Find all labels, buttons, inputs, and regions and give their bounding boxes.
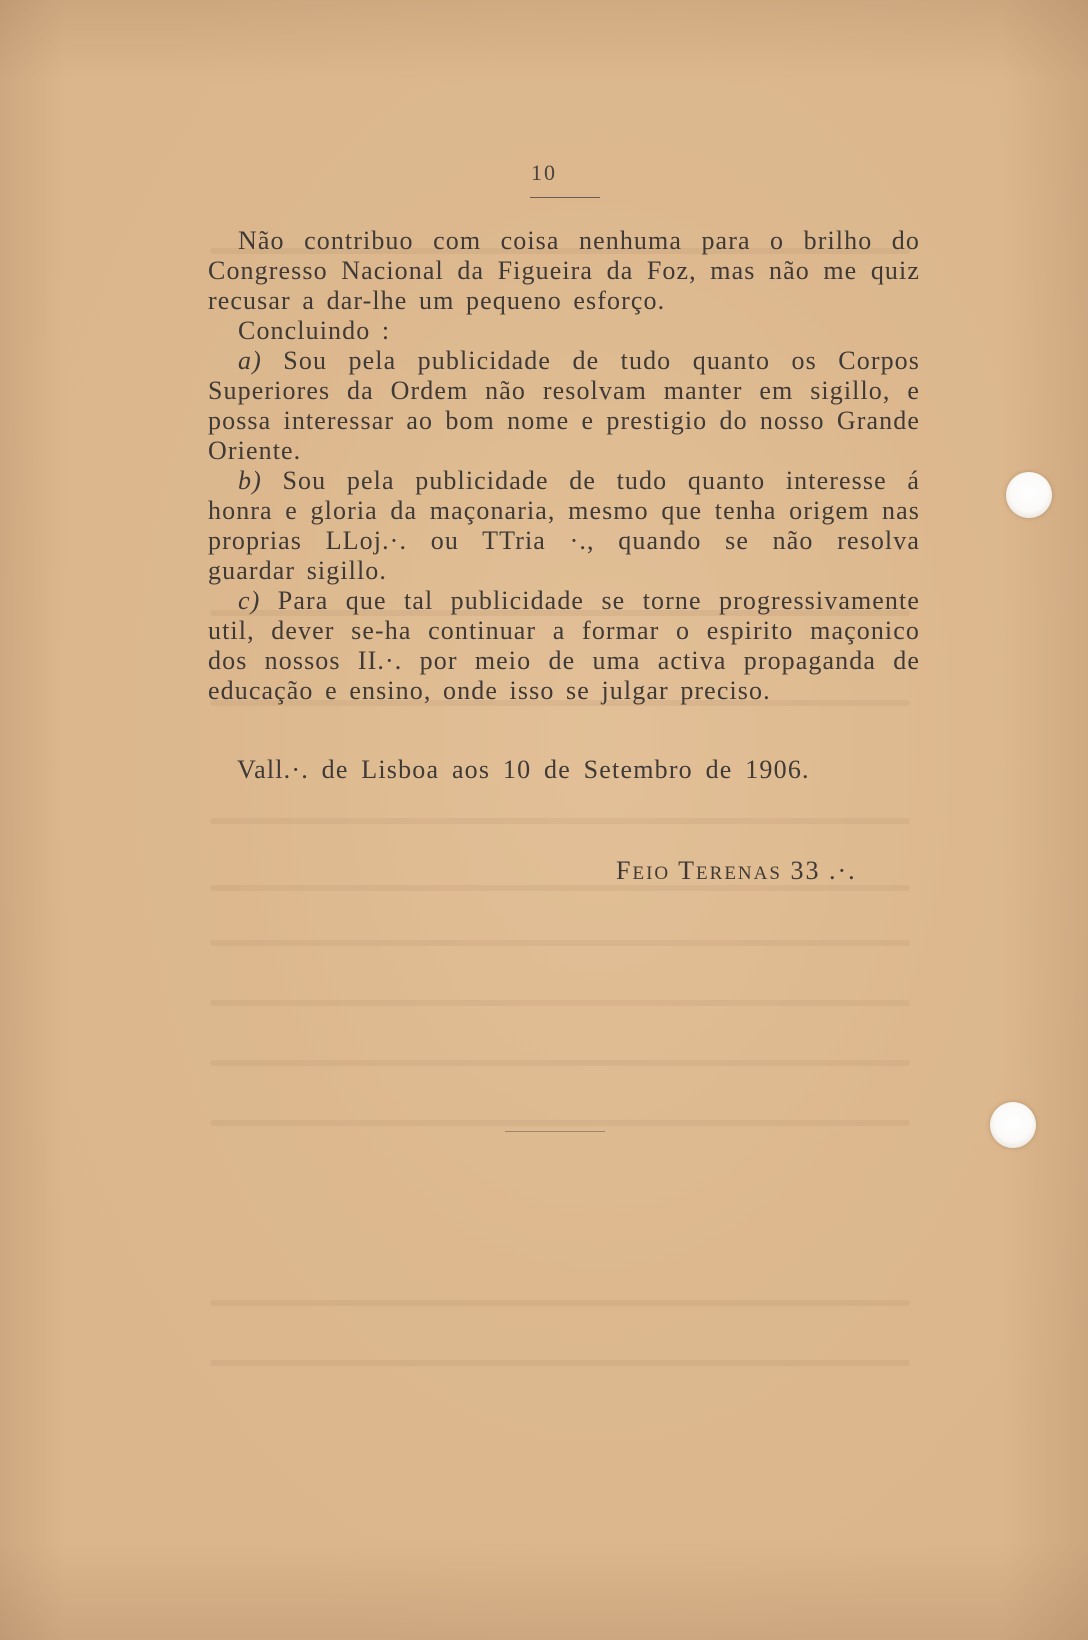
bleed-through-line — [210, 1000, 910, 1006]
signature — [616, 856, 857, 886]
signature-degree: 33 .·. — [790, 856, 857, 885]
page-number: 10 — [531, 160, 557, 185]
date-line: Vall.·. de Lisboa aos 10 de Setembro de 1906. — [237, 755, 810, 784]
item-a-text: Sou pela publicidade de tudo quanto os Corpos Superiores da Ordem não resolvam manter em sigillo, e possa interessar ao bom nome e prestigio do nosso Grande Oriente. — [208, 346, 920, 465]
body-text — [208, 226, 920, 706]
list-item-c — [208, 586, 920, 706]
item-c-letter: c) — [238, 586, 261, 615]
signature-last-rest: ERENAS — [696, 863, 782, 884]
bleed-through-line — [210, 1360, 910, 1366]
punch-hole-bottom — [990, 1102, 1036, 1148]
bleed-through-line — [210, 1300, 910, 1306]
list-item-b — [208, 466, 920, 586]
paragraph-concluding: Concluindo : — [238, 316, 391, 345]
bleed-through-line — [210, 940, 910, 946]
paragraph-intro: Não contribuo com coisa nenhuma para o brilho do Congresso Nacional da Figueira da Foz, mas não me quiz recusar a dar-lhe um pequeno esforço. — [208, 226, 920, 315]
signature-first-initial: F — [616, 856, 633, 885]
bleed-through-line — [210, 1060, 910, 1066]
bleed-through-line — [210, 818, 910, 824]
item-a-letter: a) — [238, 346, 262, 375]
signature-last-initial: T — [678, 856, 697, 885]
header-rule — [530, 197, 600, 198]
footer-rule — [505, 1131, 605, 1132]
item-c-text: Para que tal publicidade se torne progressivamente util, dever se-ha continuar a formar o espirito maçonico dos nossos II.·. por meio de uma activa propaganda de educação e ensino, onde isso se julgar preciso. — [208, 586, 920, 705]
list-item-a — [208, 346, 920, 466]
punch-hole-top — [1006, 472, 1052, 518]
item-b-letter: b) — [238, 466, 262, 495]
bleed-through-line — [210, 1120, 910, 1126]
item-b-text: Sou pela publicidade de tudo quanto interesse á honra e gloria da maçonaria, mesmo que tenha origem nas proprias LLoj.·. ou TTria ·., quando se não resolva guardar sigillo. — [208, 466, 920, 585]
signature-first-rest: EIO — [632, 863, 671, 884]
